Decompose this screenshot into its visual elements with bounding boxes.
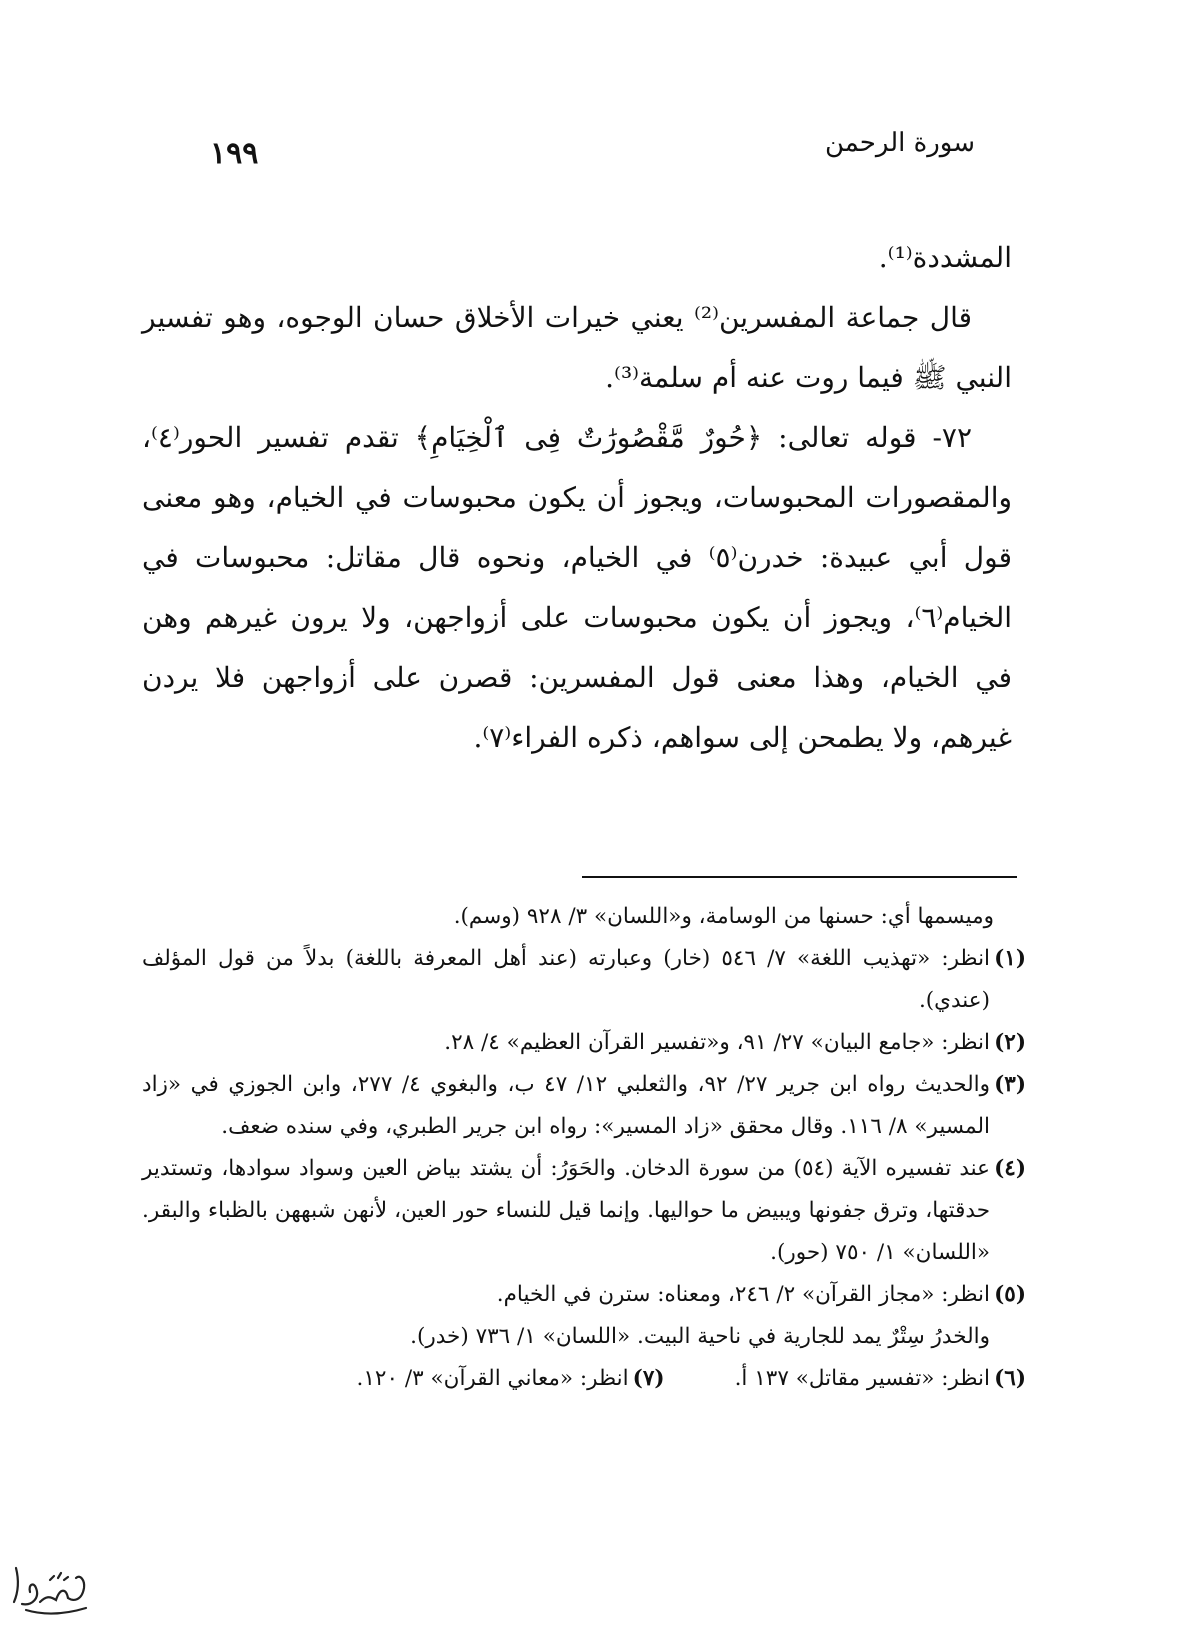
footnote-7-text: انظر: «معاني القرآن» ٣/ ١٢٠. bbox=[356, 1366, 629, 1391]
footnote-continuation: وميسمها أي: حسنها من الوسامة، و«اللسان» ٣/ ٩٢٨ (وسم). bbox=[453, 904, 994, 929]
paragraph-continuation: المشددة⁽¹⁾. bbox=[878, 241, 1012, 274]
footnote-number: (٢) bbox=[994, 1030, 1026, 1055]
paragraph-verse-72: ٧٢- قوله تعالى: ﴿حُورٌ مَّقْصُورَٰتٌ فِى ٱلْخِيَامِ﴾ تقدم تفسير الحور⁽٤⁾، والمقصورات المحبوسات، ويجوز أن يكون محبوسات في الخيام، وهو معنى قول أبي عبيدة: خدرن⁽٥⁾ في الخيام، ونحوه قال مقاتل: محبوسات في الخيام⁽٦⁾، ويجوز أن يكون محبوسات على أزواجهن، ولا يرون غيرهم وهن في الخيام، وهذا معنى قول المفسرين: قصرن على أزواجهن فلا يردن غيرهم، ولا يطمحن إلى سواهم، ذكره الفراء⁽٧⁾. bbox=[142, 421, 1013, 754]
footnote-number: (٣) bbox=[994, 1072, 1026, 1097]
footnotes bbox=[142, 896, 1026, 1400]
footnote-text: والحديث رواه ابن جرير ٢٧/ ٩٢، والثعلبي ١٢/ ٤٧ ب، والبغوي ٤/ ٢٧٧، وابن الجوزي في «زاد المسير» ٨/ ١١٦. وقال محقق «زاد المسير»: رواه ابن جرير الطبري، وفي سنده ضعف. bbox=[142, 1072, 990, 1139]
footnotes-6-7-row bbox=[142, 1358, 1026, 1400]
footnote-text: انظر: «جامع البيان» ٢٧/ ٩١، و«تفسير القرآن العظيم» ٤/ ٢٨. bbox=[444, 1030, 990, 1055]
footnote-3 bbox=[142, 1064, 1026, 1148]
page-number: ١٩٩ bbox=[210, 136, 259, 171]
running-header-surah-title: سورة الرحمن bbox=[824, 128, 975, 158]
footnote-number: (١) bbox=[994, 946, 1026, 971]
footnote-text: انظر: «تهذيب اللغة» ٧/ ٥٤٦ (خار) وعبارته (عند أهل المعرفة باللغة) بدلاً من قول المؤلف (عندي). bbox=[142, 946, 991, 1013]
library-stamp-logo bbox=[6, 1558, 92, 1620]
footnote-number: (٦) bbox=[994, 1366, 1026, 1391]
footnote-gap bbox=[665, 1358, 735, 1400]
footnote-divider bbox=[582, 876, 1017, 878]
footnote-number: (٥) bbox=[994, 1282, 1026, 1307]
footnote-number: (٤) bbox=[994, 1156, 1026, 1181]
footnote-text: عند تفسيره الآية (٥٤) من سورة الدخان. والحَوَرُ: أن يشتد بياض العين وسواد سوادها، وتستدير حدقتها، وترق جفونها ويبيض ما حواليها. وإنما قيل للنساء حور العين، لأنهن شبههن بالظباء والبقر. «اللسان» ١/ ٧٥٠ (حور). bbox=[142, 1156, 990, 1265]
footnote-text: انظر: «مجاز القرآن» ٢/ ٢٤٦، ومعناه: سترن في الخيام. bbox=[496, 1282, 990, 1307]
footnote-1 bbox=[142, 938, 1026, 1022]
footnote-2 bbox=[142, 1022, 1026, 1064]
footnote-5 bbox=[142, 1274, 1026, 1316]
paragraph-commentators: قال جماعة المفسرين⁽²⁾ يعني خيرات الأخلاق حسان الوجوه، وهو تفسير النبي ﷺ فيما روت عنه أم سلمة⁽³⁾. bbox=[142, 301, 1012, 394]
main-text bbox=[142, 228, 1012, 768]
footnote-number: (٧) bbox=[632, 1366, 665, 1391]
footnote-6-text: انظر: «تفسير مقاتل» ١٣٧ أ. bbox=[734, 1366, 990, 1391]
footnote-4 bbox=[142, 1148, 1026, 1274]
footnote-5-continuation: والخدرُ سِتْرٌ يمد للجارية في ناحية البيت. «اللسان» ١/ ٧٣٦ (خدر). bbox=[410, 1324, 990, 1349]
